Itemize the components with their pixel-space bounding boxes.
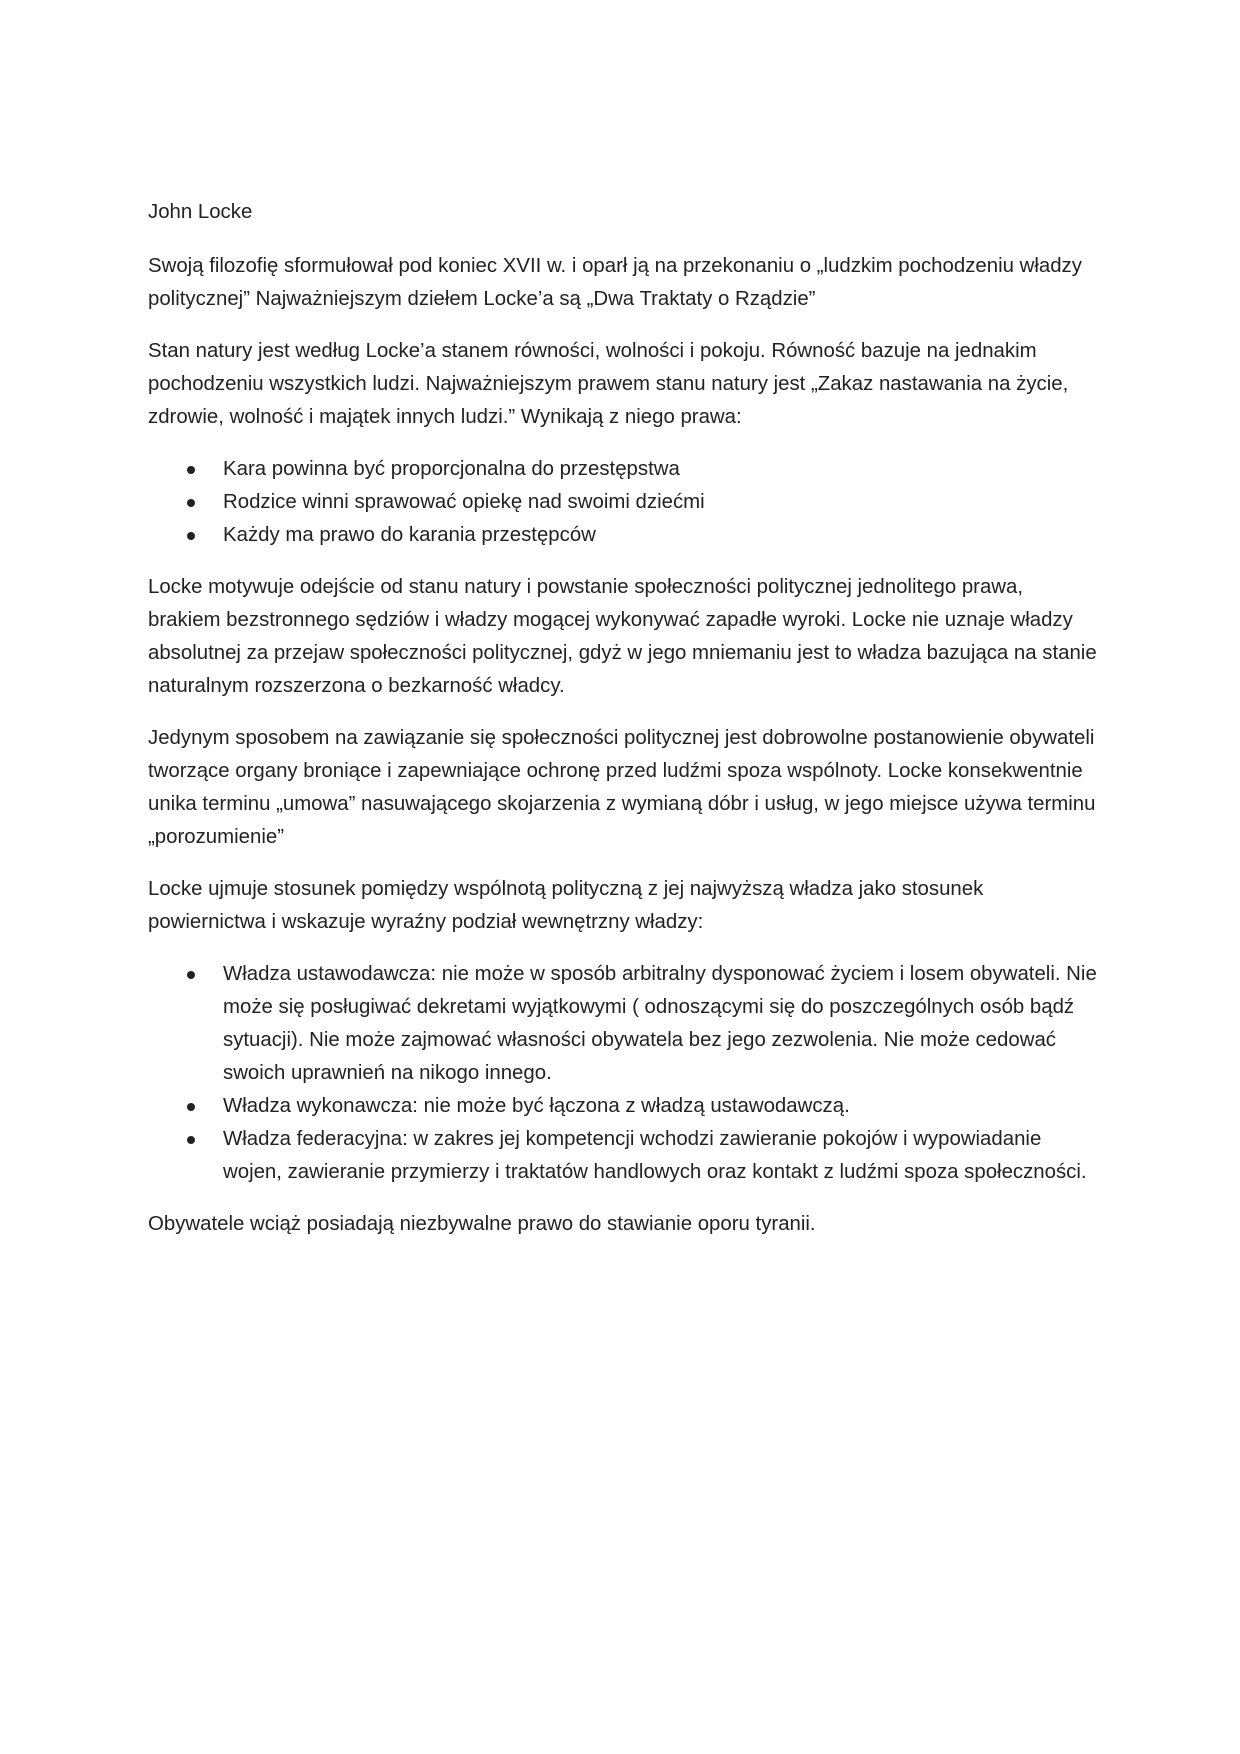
bullet-icon <box>187 971 195 979</box>
list-item-text: Władza ustawodawcza: nie może w sposób arbitralny dysponować życiem i losem obywateli. Nie może się posługiwać dekretami wyjątkowymi ( odnoszącymi się do poszczególnych osób bądź sytuacji). Nie może zajmować własności obywatela bez jego zezwolenia. Nie może cedować swoich uprawnień na nikogo innego. <box>223 963 1097 1084</box>
list-item <box>148 958 1098 1090</box>
bullet-icon <box>187 532 195 540</box>
bullet-icon <box>187 499 195 507</box>
list-item-text: Każdy ma prawo do karania przestępców <box>223 524 596 546</box>
list-item-text: Władza federacyjna: w zakres jej kompetencji wchodzi zawieranie pokojów i wypowiadanie wojen, zawieranie przymierzy i traktatów handlowych oraz kontakt z ludźmi spoza społeczności. <box>223 1128 1087 1183</box>
paragraph-intro: Swoją filozofię sformułował pod koniec XVII w. i oparł ją na przekonaniu o „ludzkim pochodzeniu władzy politycznej” Najważniejszym dziełem Locke’a są „Dwa Traktaty o Rządzie” <box>148 255 1082 310</box>
document-title: John Locke <box>148 201 253 223</box>
document-page <box>148 196 1098 1260</box>
rights-list <box>148 453 1098 552</box>
paragraph-political-society: Locke motywuje odejście od stanu natury i powstanie społeczności politycznej jednolitego prawa, brakiem bezstronnego sędziów i władzy mogącej wykonywać zapadłe wyroki. Locke nie uznaje władzy absolutnej za przejaw społeczności politycznej, gdyż w jego mniemaniu jest to władza bazująca na stanie naturalnym rozszerzona o bezkarność władcy. <box>148 576 1097 697</box>
list-item-text: Kara powinna być proporcjonalna do przestępstwa <box>223 458 680 480</box>
bullet-icon <box>187 1136 195 1144</box>
paragraph-agreement: Jedynym sposobem na zawiązanie się społeczności politycznej jest dobrowolne postanowienie obywateli tworzące organy broniące i zapewniające ochronę przed ludźmi spoza wspólnoty. Locke konsekwentnie unika terminu „umowa” nasuwającego skojarzenia z wymianą dóbr i usług, w jego miejsce używa terminu „porozumienie” <box>148 727 1096 848</box>
list-item <box>148 453 1098 486</box>
paragraph-state-of-nature: Stan natury jest według Locke’a stanem równości, wolności i pokoju. Równość bazuje na jednakim pochodzeniu wszystkich ludzi. Najważniejszym prawem stanu natury jest „Zakaz nastawania na życie, zdrowie, wolność i majątek innych ludzi.” Wynikają z niego prawa: <box>148 340 1069 428</box>
paragraph-resistance: Obywatele wciąż posiadają niezbywalne prawo do stawianie oporu tyranii. <box>148 1213 816 1235</box>
list-item <box>148 486 1098 519</box>
powers-list <box>148 958 1098 1189</box>
bullet-icon <box>187 1103 195 1111</box>
list-item <box>148 1090 1098 1123</box>
list-item <box>148 1123 1098 1189</box>
list-item-text: Władza wykonawcza: nie może być łączona z władzą ustawodawczą. <box>223 1095 850 1117</box>
list-item <box>148 519 1098 552</box>
bullet-icon <box>187 466 195 474</box>
paragraph-trust: Locke ujmuje stosunek pomiędzy wspólnotą polityczną z jej najwyższą władza jako stosunek powiernictwa i wskazuje wyraźny podział wewnętrzny władzy: <box>148 878 984 933</box>
list-item-text: Rodzice winni sprawować opiekę nad swoimi dziećmi <box>223 491 705 513</box>
